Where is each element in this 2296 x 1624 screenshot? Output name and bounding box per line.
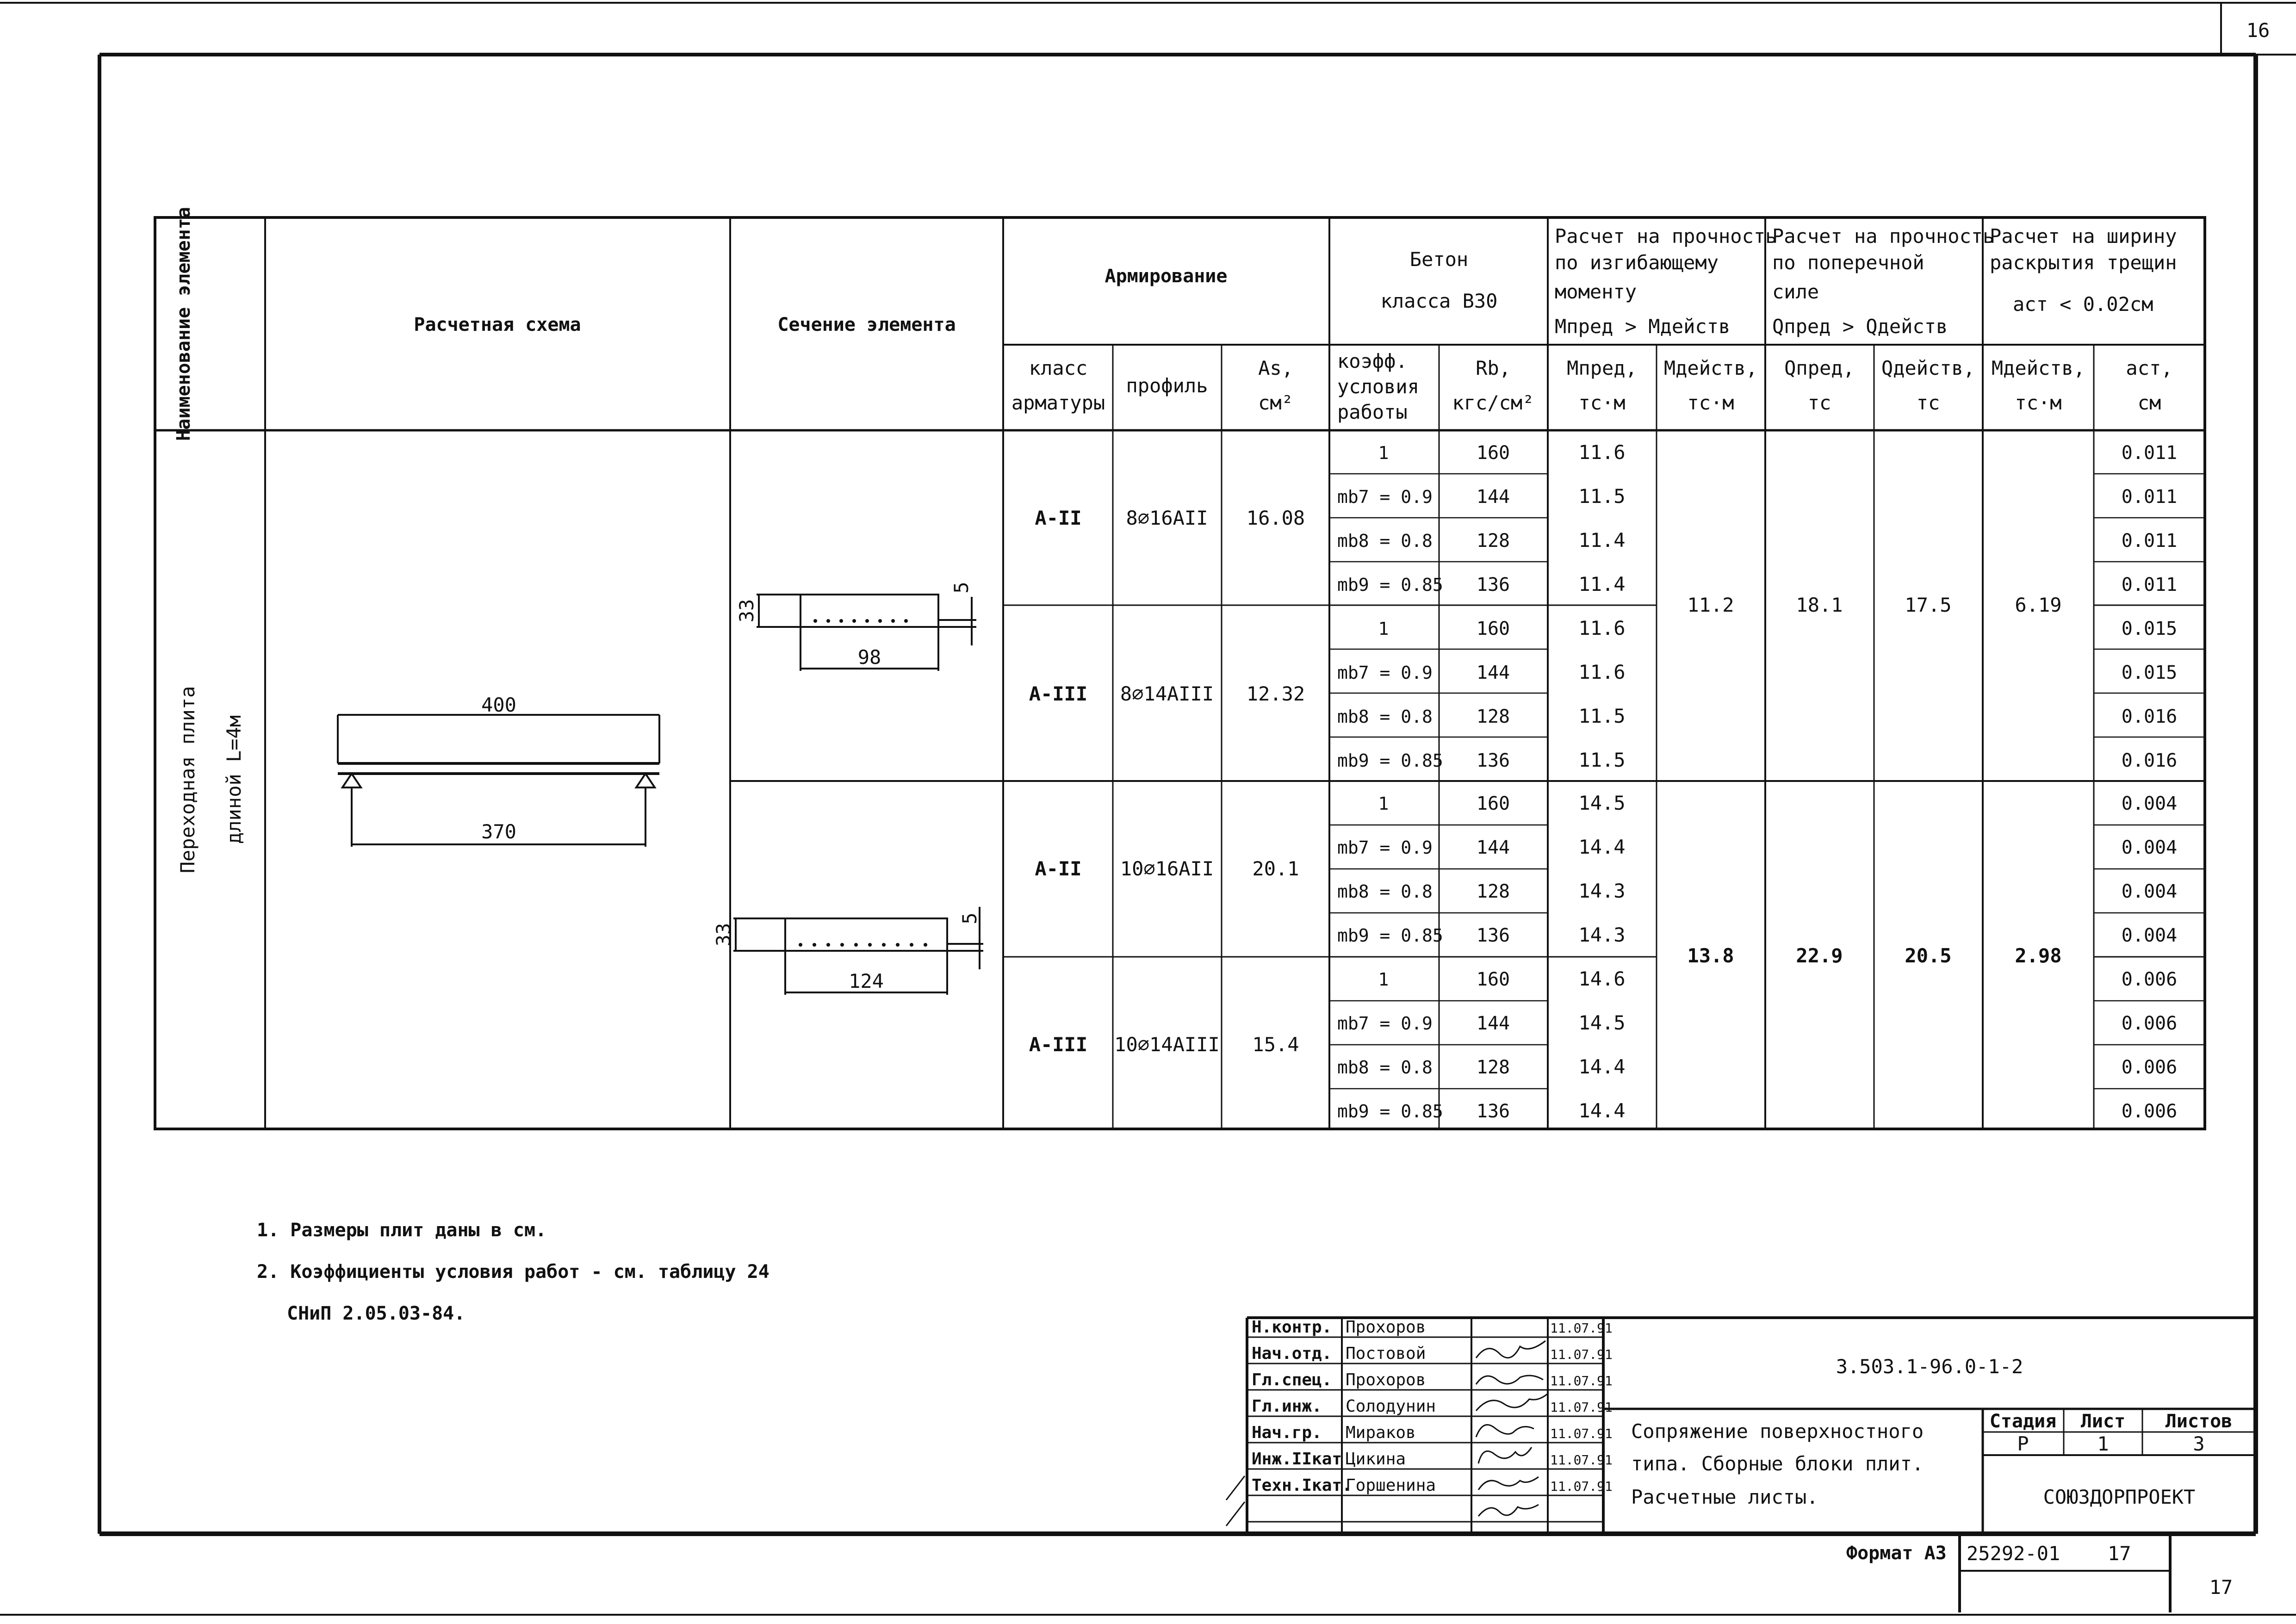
signer-date: 11.07.91 — [1550, 1347, 1613, 1362]
section-2-height: 33 — [712, 923, 735, 947]
rb-cell: 144 — [1476, 662, 1510, 683]
m-pred-cell: 14.3 — [1578, 880, 1626, 902]
description-line: Расчетные листы. — [1631, 1486, 1818, 1508]
crack-width-cell: 0.006 — [2121, 1057, 2178, 1078]
as-cell: 16.08 — [1246, 507, 1305, 529]
header-shear — [1772, 225, 1994, 338]
subheader-q-deist: Qдейств, — [1881, 357, 1975, 379]
subheader-profile: профиль — [1126, 374, 1208, 397]
coef-cell: mb8 = 0.8 — [1337, 881, 1433, 902]
element-label-line1: Переходная плита — [176, 686, 199, 874]
signer-date: 11.07.91 — [1550, 1320, 1613, 1336]
m-deist-cell: 11.2 — [1687, 594, 1734, 616]
crack-width-cell: 0.015 — [2121, 662, 2178, 683]
crack-width-cell: 0.004 — [2121, 837, 2178, 858]
section-2-width: 124 — [849, 970, 884, 992]
coef-cell: mb8 = 0.8 — [1337, 1057, 1433, 1078]
rb-cell: 144 — [1476, 837, 1510, 858]
rb-cell: 160 — [1476, 969, 1510, 990]
coef-cell: mb7 = 0.9 — [1337, 837, 1433, 858]
header-shear-line: Расчет на прочность — [1772, 225, 1995, 248]
crack-width-cell: 0.004 — [2121, 881, 2178, 902]
rb-cell: 136 — [1476, 750, 1510, 771]
element-label-line2: длиной L=4м — [223, 715, 245, 844]
header-section: Сечение элемента — [777, 314, 956, 335]
rb-cell: 128 — [1476, 706, 1510, 727]
subheader-a-cr: aст, — [2126, 357, 2173, 379]
header-moment — [1555, 225, 1777, 338]
signer-role: Инж.IIкат — [1252, 1450, 1342, 1469]
crack-width-cell: 0.006 — [2121, 1013, 2178, 1034]
subheader-m-pred: тс·м — [1578, 391, 1626, 414]
crack-width-cell: 0.016 — [2121, 706, 2178, 727]
corner-page-number: 16 — [2246, 19, 2270, 42]
q-deist-cell: 17.5 — [1905, 594, 1952, 616]
coef-cell: mb9 = 0.85 — [1337, 925, 1443, 946]
section-1-cover: 5 — [950, 582, 973, 594]
subheader-m-pred: Мпред, — [1567, 357, 1637, 379]
subheader-a-cr: см — [2137, 391, 2161, 414]
crack-width-cell: 0.011 — [2121, 530, 2178, 552]
subheader-class: класс — [1029, 357, 1088, 379]
rebar-class-cell: А-III — [1029, 682, 1088, 705]
m-pred-cell: 11.4 — [1578, 529, 1626, 552]
coef-cell: mb7 = 0.9 — [1337, 1013, 1433, 1034]
subheader-coef: условия — [1337, 375, 1420, 398]
signer-date: 11.07.91 — [1550, 1452, 1613, 1468]
m-pred-cell: 11.6 — [1578, 617, 1626, 639]
coef-cell: mb7 = 0.9 — [1337, 487, 1433, 507]
rebar-dots-1 — [813, 619, 908, 623]
stage-label: Стадия — [1989, 1411, 2057, 1432]
sheet-label: Лист — [2080, 1411, 2126, 1432]
sheets-label: Листов — [2165, 1411, 2233, 1432]
as-cell: 20.1 — [1252, 857, 1299, 880]
as-cell: 12.32 — [1246, 682, 1305, 705]
header-shear-line: по поперечной — [1772, 251, 1924, 274]
crack-width-cell: 0.011 — [2121, 574, 2178, 595]
signer-role: Н.контр. — [1252, 1318, 1332, 1337]
as-cell: 15.4 — [1252, 1033, 1299, 1056]
q-pred-cell: 18.1 — [1796, 594, 1843, 616]
sheets-value: 3 — [2193, 1432, 2205, 1455]
m-deist2-cell: 6.19 — [2015, 594, 2062, 616]
coef-cell: 1 — [1378, 443, 1389, 463]
m-pred-cell: 14.5 — [1578, 1011, 1626, 1034]
rebar-class-cell: А-II — [1035, 857, 1082, 880]
header-scheme: Расчетная схема — [414, 314, 581, 335]
m-pred-cell: 11.5 — [1578, 485, 1626, 508]
document-code: 3.503.1-96.0-1-2 — [1836, 1355, 2023, 1378]
rb-cell: 160 — [1476, 618, 1510, 639]
crack-width-cell: 0.011 — [2121, 486, 2178, 508]
section-1-width: 98 — [857, 646, 881, 669]
subheader-q-pred: Qпред, — [1784, 357, 1855, 379]
rebar-class-cell: А-III — [1029, 1033, 1088, 1056]
subheader-class: арматуры — [1011, 391, 1105, 414]
m-pred-cell: 11.6 — [1578, 661, 1626, 683]
subheader-as: см² — [1258, 391, 1293, 414]
m-pred-cell: 11.5 — [1578, 705, 1626, 727]
rebar-profile-cell: 10⌀16АII — [1120, 857, 1214, 880]
subheader-m-deist: тс·м — [1687, 391, 1734, 414]
subheader-m-deist: Мдейств, — [1663, 357, 1758, 379]
signer-date: 11.07.91 — [1550, 1426, 1613, 1441]
coef-cell: mb9 = 0.85 — [1337, 750, 1443, 771]
crack-width-cell: 0.004 — [2121, 793, 2178, 814]
coef-cell: mb8 = 0.8 — [1337, 531, 1433, 551]
subheader-coef: коэфф. — [1337, 350, 1408, 372]
scheme-top-dimension: 400 — [481, 694, 516, 716]
header-element-name-line1: Наименование элемента — [173, 207, 194, 441]
coef-cell: mb7 = 0.9 — [1337, 663, 1433, 683]
rb-cell: 136 — [1476, 574, 1510, 595]
crack-width-cell: 0.016 — [2121, 750, 2178, 771]
rebar-class-cell: А-II — [1035, 507, 1082, 529]
rb-cell: 136 — [1476, 925, 1510, 946]
m-pred-cell: 11.5 — [1578, 749, 1626, 771]
crack-width-cell: 0.011 — [2121, 442, 2178, 464]
q-pred-cell: 22.9 — [1796, 944, 1843, 967]
rb-cell: 136 — [1476, 1101, 1510, 1122]
m-pred-cell: 14.6 — [1578, 967, 1626, 990]
header-reinforcement: Армирование — [1105, 266, 1228, 287]
sheet-value: 1 — [2097, 1432, 2109, 1455]
section-1-height: 33 — [735, 599, 758, 623]
signer-role: Техн.Iкат. — [1252, 1476, 1352, 1495]
crack-width-cell: 0.015 — [2121, 618, 2178, 639]
header-crack-line: раскрытия трещин — [1990, 251, 2177, 274]
coef-cell: 1 — [1378, 969, 1389, 990]
m-pred-cell: 11.4 — [1578, 573, 1626, 595]
m-pred-cell: 11.6 — [1578, 441, 1626, 464]
description-line: Сопряжение поверхностного — [1631, 1420, 1924, 1443]
header-moment-line: Мпред > Мдейств — [1555, 315, 1731, 338]
rb-cell: 144 — [1476, 486, 1510, 508]
subheader-rb: кгс/см² — [1452, 391, 1534, 414]
header-crack-line: aст < 0.02см — [2013, 293, 2153, 316]
rb-cell: 128 — [1476, 1057, 1510, 1078]
signer-name: Прохоров — [1346, 1370, 1426, 1389]
subheader-coef: работы — [1337, 401, 1408, 423]
archive-number: 25292-01 — [1967, 1542, 2060, 1565]
m-deist-cell: 13.8 — [1687, 944, 1734, 967]
format-label: Формат А3 — [1846, 1543, 1947, 1564]
archive-sheet: 17 — [2108, 1542, 2131, 1565]
signer-name: Мираков — [1346, 1423, 1416, 1442]
m-pred-cell: 14.4 — [1578, 836, 1626, 858]
header-crack — [1990, 225, 2177, 316]
signer-date: 11.07.91 — [1550, 1479, 1613, 1494]
subheader-rb: Rb, — [1476, 357, 1511, 379]
m-deist2-cell: 2.98 — [2015, 944, 2062, 967]
header-concrete-line2: класса В30 — [1380, 290, 1498, 312]
signature-marks — [1476, 1341, 1548, 1516]
header-moment-line: моменту — [1555, 280, 1637, 303]
rebar-dots-2 — [799, 943, 927, 947]
signer-role: Нач.гр. — [1252, 1423, 1322, 1442]
signer-role: Гл.инж. — [1252, 1397, 1322, 1416]
signer-name: Прохоров — [1346, 1318, 1426, 1337]
description-line: типа. Сборные блоки плит. — [1631, 1452, 1924, 1475]
subheader-as: As, — [1258, 357, 1293, 379]
header-moment-line: по изгибающему — [1555, 251, 1719, 274]
crack-width-cell: 0.006 — [2121, 1101, 2178, 1122]
crack-width-cell: 0.006 — [2121, 969, 2178, 990]
stage-value: Р — [2017, 1432, 2029, 1455]
scheme-span-dimension: 370 — [481, 820, 516, 843]
subheader-q-deist: тс — [1916, 391, 1940, 414]
signer-name: Солодунин — [1346, 1397, 1436, 1416]
signer-date: 11.07.91 — [1550, 1400, 1613, 1415]
rb-cell: 128 — [1476, 530, 1510, 552]
m-pred-cell: 14.3 — [1578, 924, 1626, 946]
header-shear-line: Qпред > Qдейств — [1772, 315, 1948, 338]
rb-cell: 144 — [1476, 1013, 1510, 1034]
section-2-cover: 5 — [958, 912, 981, 924]
m-pred-cell: 14.5 — [1578, 792, 1626, 814]
subheader-q-pred: тс — [1807, 391, 1831, 414]
signer-role: Нач.отд. — [1252, 1344, 1332, 1363]
header-shear-line: силе — [1772, 280, 1819, 303]
signer-name: Цикина — [1346, 1450, 1406, 1469]
signer-name: Постовой — [1346, 1344, 1426, 1363]
signer-name: Горшенина — [1346, 1476, 1436, 1495]
header-crack-line: Расчет на ширину — [1990, 225, 2177, 248]
coef-cell: mb9 = 0.85 — [1337, 1101, 1443, 1122]
subheader-m-deist2: тс·м — [2015, 391, 2062, 414]
note-line: 1. Размеры плит даны в см. — [257, 1220, 547, 1241]
coef-cell: 1 — [1378, 619, 1389, 639]
rebar-profile-cell: 10⌀14АIII — [1114, 1033, 1220, 1056]
subheader-m-deist2: Мдейств, — [1991, 357, 2085, 379]
header-concrete-line1: Бетон — [1409, 248, 1469, 271]
rebar-profile-cell: 8⌀16АII — [1126, 507, 1208, 529]
organization-name: СОЮЗДОРПРОЕКТ — [2043, 1486, 2196, 1508]
note-line: 2. Коэффициенты условия работ - см. таблицу 24 — [257, 1261, 769, 1283]
signer-date: 11.07.91 — [1550, 1373, 1613, 1388]
rb-cell: 160 — [1476, 793, 1510, 814]
coef-cell: 1 — [1378, 793, 1389, 814]
q-deist-cell: 20.5 — [1905, 944, 1952, 967]
note-line: СНиП 2.05.03-84. — [287, 1303, 465, 1324]
crack-width-cell: 0.004 — [2121, 925, 2178, 946]
coef-cell: mb8 = 0.8 — [1337, 707, 1433, 727]
m-pred-cell: 14.4 — [1578, 1099, 1626, 1122]
page-number: 17 — [2209, 1576, 2233, 1599]
signer-role: Гл.спец. — [1252, 1370, 1332, 1389]
coef-cell: mb9 = 0.85 — [1337, 575, 1443, 595]
rb-cell: 160 — [1476, 442, 1510, 464]
rebar-profile-cell: 8⌀14АIII — [1120, 682, 1214, 705]
rb-cell: 128 — [1476, 881, 1510, 902]
header-moment-line: Расчет на прочность — [1555, 225, 1777, 248]
m-pred-cell: 14.4 — [1578, 1055, 1626, 1078]
